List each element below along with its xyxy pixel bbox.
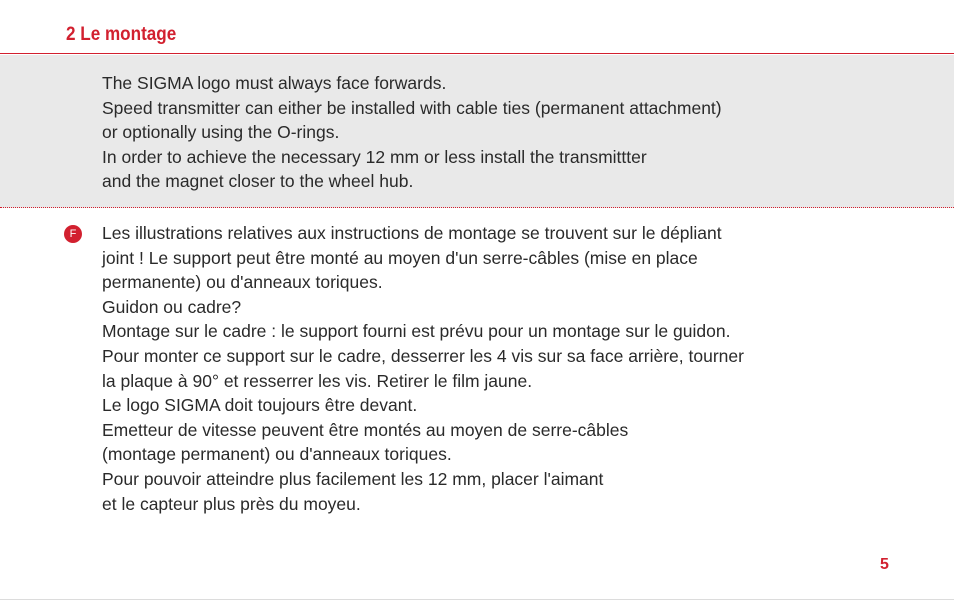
french-line: permanente) ou d'anneaux toriques. [102, 272, 383, 293]
french-line: Montage sur le cadre : le support fourni est prévu pour un montage sur le guidon. [102, 321, 731, 342]
french-line: joint ! Le support peut être monté au moyen d'un serre-câbles (mise en place [102, 247, 698, 268]
english-instructions-panel [0, 55, 954, 208]
english-line: In order to achieve the necessary 12 mm or less install the transmittter [102, 146, 647, 167]
english-line: or optionally using the O-rings. [102, 122, 340, 143]
french-line: Guidon ou cadre? [102, 296, 242, 317]
french-line: Pour monter ce support sur le cadre, desserrer les 4 vis sur sa face arrière, tourner [102, 345, 744, 366]
french-line: (montage permanent) ou d'anneaux toriques. [102, 444, 452, 465]
language-badge-french: F [64, 225, 82, 243]
section-title: 2 Le montage [66, 24, 177, 45]
page-header [0, 0, 954, 54]
french-line: la plaque à 90° et resserrer les vis. Retirer le film jaune. [102, 370, 533, 391]
french-line: Pour pouvoir atteindre plus facilement les 12 mm, placer l'aimant [102, 468, 604, 489]
page-number: 5 [880, 556, 889, 573]
french-line: Les illustrations relatives aux instructions de montage se trouvent sur le dépliant [102, 223, 722, 243]
french-line: et le capteur plus près du moyeu. [102, 493, 361, 514]
english-text-block [102, 71, 902, 194]
footer-divider [0, 599, 954, 600]
french-text-block [102, 221, 922, 516]
french-line: Le logo SIGMA doit toujours être devant. [102, 395, 418, 416]
french-line: Emetteur de vitesse peuvent être montés au moyen de serre-câbles [102, 419, 629, 440]
english-line: and the magnet closer to the wheel hub. [102, 171, 414, 192]
english-line: The SIGMA logo must always face forwards. [102, 73, 447, 93]
english-line: Speed transmitter can either be installed with cable ties (permanent attachment) [102, 97, 722, 118]
